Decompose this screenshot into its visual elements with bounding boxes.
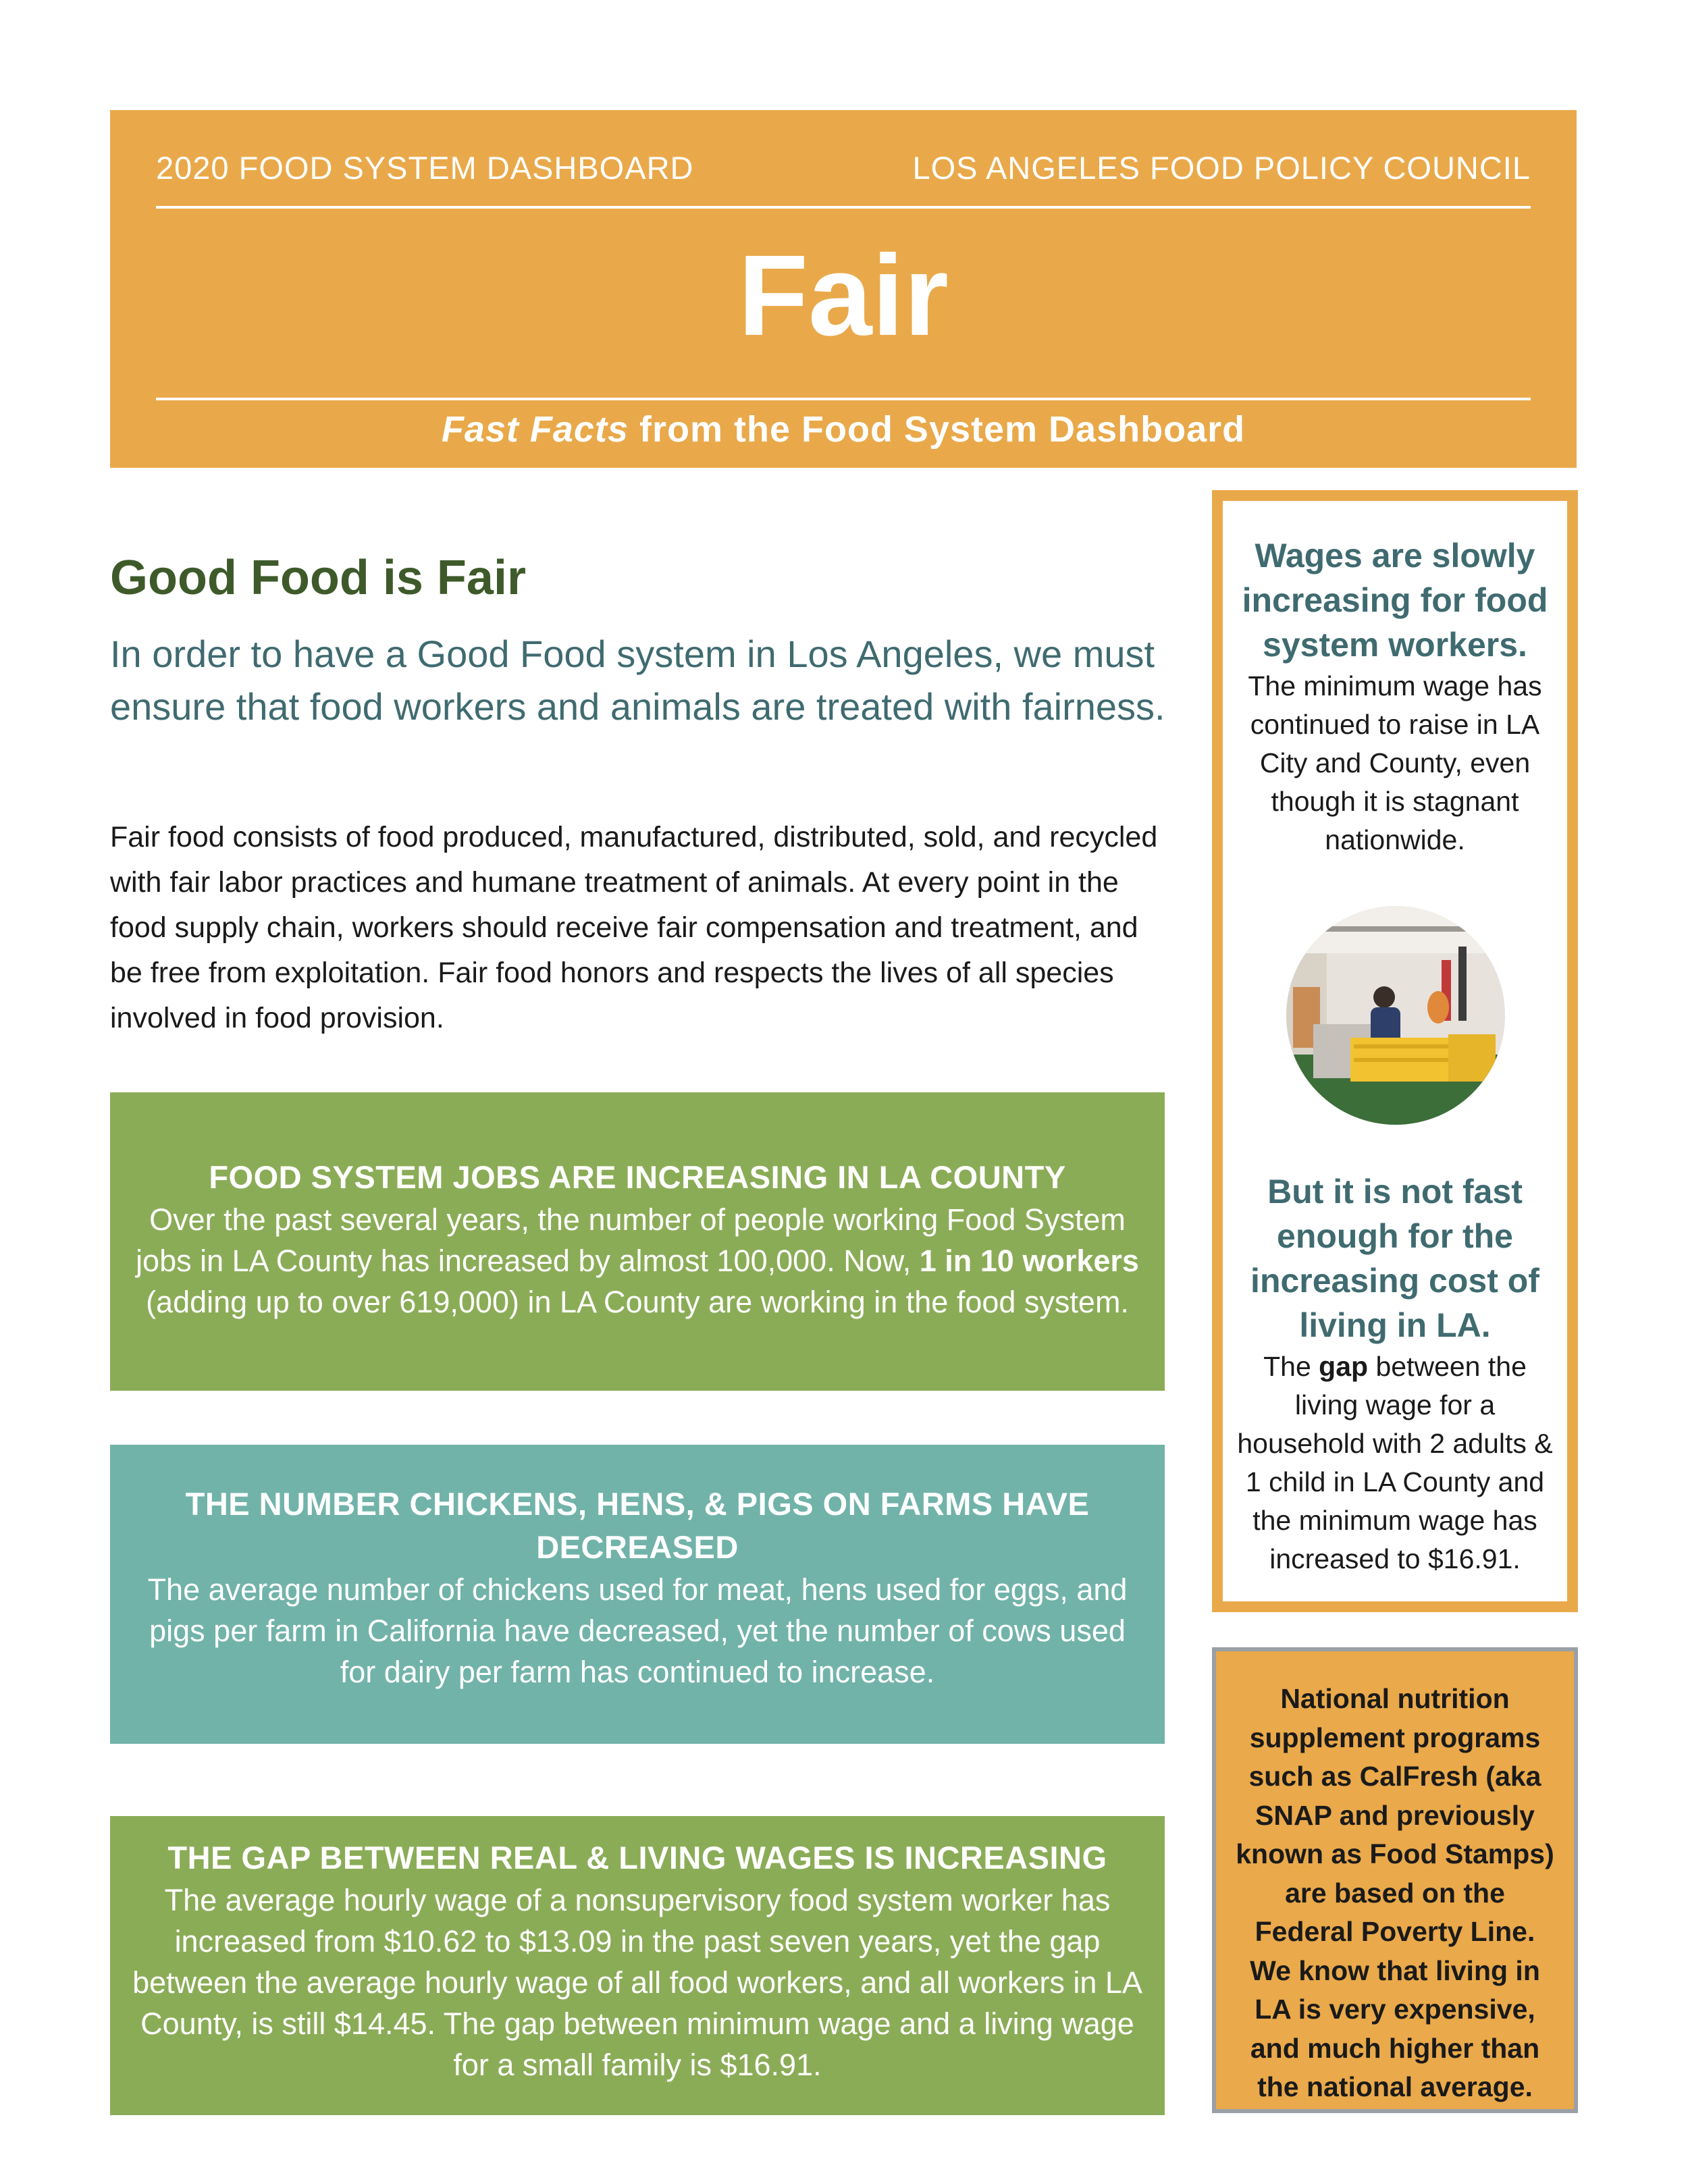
sidebar-text-part: between the living wage for a household with 2 adults & 1 child in LA County and the minimum wage has increased to $16.91. bbox=[1237, 1351, 1553, 1574]
sidebar-section-cost bbox=[1236, 1169, 1554, 1578]
fact-box-text: The average hourly wage of a nonsupervisory food system worker has increased from $10.62 to $13.09 in the past seven years, yet the gap between the average hourly wage of all food workers, and all workers in LA County, is still $14.45. The gap between minimum wage and a living wage for a small family is $16.91. bbox=[132, 1883, 1142, 2082]
page-title: Fair bbox=[738, 232, 949, 360]
sidebar-text-highlight: gap bbox=[1319, 1351, 1369, 1382]
header-divider-bottom bbox=[156, 398, 1531, 400]
fact-box-animals bbox=[110, 1445, 1165, 1744]
subtitle-italic: Fast Facts bbox=[441, 409, 629, 450]
fact-text-part: (adding up to over 619,000) in LA County are working in the food system. bbox=[146, 1285, 1129, 1319]
sidebar-heading: Wages are slowly increasing for food system workers. bbox=[1242, 537, 1548, 664]
sidebar-text: The minimum wage has continued to raise in LA City and County, even though it is stagnant nationwide. bbox=[1248, 670, 1542, 855]
section-heading: Good Food is Fair bbox=[110, 551, 526, 605]
council-label: LOS ANGELES FOOD POLICY COUNCIL bbox=[912, 150, 1531, 186]
fact-box-text: The average number of chickens used for meat, hens used for eggs, and pigs per farm in California have decreased, yet the number of cows used for dairy per farm has continued to increase. bbox=[147, 1572, 1128, 1689]
nutrition-note-text: National nutrition supplement programs such as CalFresh (aka SNAP and previously known as Food Stamps) are based on the Federal Poverty Line. We know that living in LA is very expensive, and much higher than the national average. bbox=[1236, 1683, 1554, 2102]
fact-box-text bbox=[130, 1199, 1144, 1323]
header-top-row bbox=[156, 149, 1531, 186]
fact-box-wages bbox=[110, 1816, 1165, 2115]
fact-box-title: FOOD SYSTEM JOBS ARE INCREASING IN LA COUNTY bbox=[209, 1159, 1066, 1195]
page-subtitle bbox=[110, 408, 1577, 450]
food-worker-photo bbox=[1286, 906, 1505, 1125]
dashboard-label: 2020 FOOD SYSTEM DASHBOARD bbox=[156, 150, 694, 186]
fact-text-part: Over the past several years, the number of people working Food System jobs in LA County has increased by almost 100,000. Now, bbox=[136, 1202, 1126, 1278]
header-banner bbox=[110, 110, 1577, 468]
nutrition-note-box bbox=[1212, 1647, 1578, 2113]
fact-box-jobs bbox=[110, 1092, 1165, 1391]
section-body: Fair food consists of food produced, manufactured, distributed, sold, and recycled with fair labor practices and humane treatment of animals. At every point in the food supply chain, workers should receive fair compensation and treatment, and be free from exploitation. Fair food honors and respects the lives of all species involved in food provision. bbox=[110, 821, 1158, 1034]
subtitle-rest: from the Food System Dashboard bbox=[628, 409, 1246, 450]
fact-box-title: THE GAP BETWEEN REAL & LIVING WAGES IS INCREASING bbox=[167, 1840, 1107, 1875]
header-divider-top bbox=[156, 206, 1531, 209]
photo-illustration bbox=[1286, 906, 1505, 1125]
sidebar-heading: But it is not fast enough for the increasing cost of living in LA. bbox=[1250, 1173, 1539, 1344]
sidebar-section-wages bbox=[1236, 533, 1554, 859]
section-lede: In order to have a Good Food system in Los Angeles, we must ensure that food workers and animals are treated with fairness. bbox=[110, 633, 1165, 728]
sidebar-text-part: The bbox=[1263, 1351, 1319, 1382]
fact-box-title: THE NUMBER CHICKENS, HENS, & PIGS ON FARMS HAVE DECREASED bbox=[185, 1486, 1090, 1565]
fact-text-highlight: 1 in 10 workers bbox=[919, 1244, 1139, 1278]
sidebar-text bbox=[1236, 1348, 1554, 1578]
